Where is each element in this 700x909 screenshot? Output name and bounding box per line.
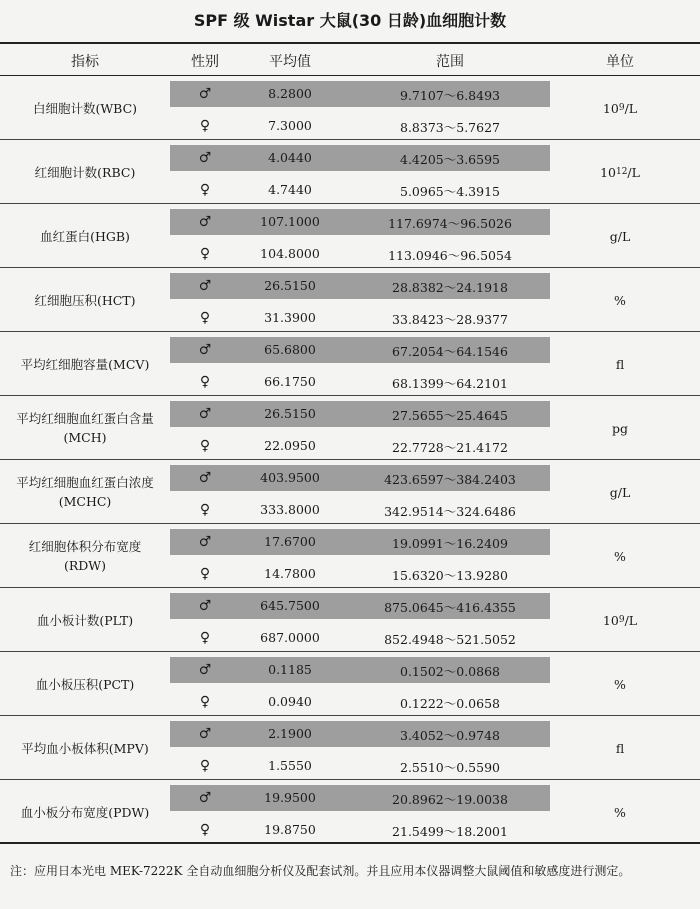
row-separator	[0, 842, 700, 844]
metric-name: 血小板压积(PCT)	[35, 676, 135, 692]
unit-tail: /L	[627, 164, 640, 180]
female-range: 33.8423～28.9377	[392, 312, 508, 327]
male-mean: 0.1185	[268, 662, 312, 677]
unit-base: %	[614, 548, 626, 564]
male-sex: ♂	[198, 214, 212, 230]
male-sex: ♂	[198, 86, 212, 102]
unit-base: 10	[602, 612, 619, 628]
female-mean: 14.7800	[264, 566, 316, 581]
female-mean: 0.0940	[268, 694, 312, 709]
male-mean: 403.9500	[260, 470, 320, 485]
unit-base: %	[614, 292, 626, 308]
female-range: 113.0946～96.5054	[388, 248, 512, 263]
table-row-group	[0, 716, 700, 780]
male-sex: ♂	[198, 790, 212, 806]
female-sex: ♀	[199, 182, 211, 198]
female-mean: 4.7440	[268, 182, 312, 197]
male-mean: 17.6700	[264, 534, 316, 549]
male-sex: ♂	[198, 726, 212, 742]
male-range: 423.6597～384.2403	[384, 472, 516, 487]
metric-name: 红细胞计数(RBC)	[34, 164, 136, 180]
female-range: 342.9514～324.6486	[384, 504, 516, 519]
female-sex: ♀	[199, 758, 211, 774]
footnote: 注：应用日本光电 MEK-7222K 全自动血细胞分析仪及配套试剂。并且应用本仪器调整大鼠阈值和敏感度进行测定。	[10, 864, 631, 878]
table-row-group	[0, 76, 700, 140]
male-mean: 26.5150	[264, 278, 316, 293]
female-range: 68.1399～64.2101	[392, 376, 508, 391]
header-mean: 平均值	[269, 54, 311, 70]
male-mean: 107.1000	[260, 214, 320, 229]
table-row-group	[0, 588, 700, 652]
header-unit: 单位	[606, 54, 634, 70]
table-row-group	[0, 524, 700, 588]
male-mean: 19.9500	[264, 790, 316, 805]
unit-exponent: 9	[618, 103, 625, 113]
female-mean: 22.0950	[264, 438, 316, 453]
unit	[560, 268, 680, 332]
female-sex: ♀	[199, 438, 211, 454]
metric-name: 红细胞压积(HCT)	[34, 292, 136, 308]
female-sex: ♀	[199, 694, 211, 710]
unit	[560, 588, 680, 652]
female-mean: 1.5550	[268, 758, 312, 773]
female-mean: 104.8000	[260, 246, 320, 261]
male-range: 19.0991～16.2409	[392, 536, 508, 551]
metric-name: 血红蛋白(HGB)	[40, 228, 130, 244]
male-sex: ♂	[198, 406, 212, 422]
female-range: 21.5499～18.2001	[392, 824, 508, 839]
female-sex: ♀	[199, 374, 211, 390]
unit	[560, 396, 680, 460]
metric-name: 平均红细胞血红蛋白含量(MCH)	[16, 411, 154, 445]
male-range: 28.8382～24.1918	[392, 280, 508, 295]
metric-name: 血小板计数(PLT)	[36, 612, 134, 628]
male-range: 117.6974～96.5026	[388, 216, 512, 231]
unit	[560, 76, 680, 140]
unit	[560, 716, 680, 780]
unit-base: pg	[611, 420, 628, 436]
header-metric: 指标	[71, 54, 99, 70]
male-mean: 645.7500	[260, 598, 320, 613]
male-mean: 26.5150	[264, 406, 316, 421]
unit-exponent: 9	[618, 615, 625, 625]
unit-base: fl	[615, 356, 625, 372]
unit-base: g/L	[609, 484, 631, 500]
female-sex: ♀	[199, 566, 211, 582]
unit	[560, 524, 680, 588]
metric-name: 平均红细胞容量(MCV)	[20, 356, 150, 372]
unit-base: 10	[602, 100, 619, 116]
male-sex: ♂	[198, 598, 212, 614]
female-mean: 7.3000	[268, 118, 312, 133]
table-row-group	[0, 460, 700, 524]
male-range: 875.0645～416.4355	[384, 600, 516, 615]
header-sex: 性别	[191, 54, 219, 70]
header-range: 范围	[436, 54, 464, 70]
male-mean: 8.2800	[268, 86, 312, 101]
male-range: 4.4205～3.6595	[400, 152, 500, 167]
unit	[560, 460, 680, 524]
unit	[560, 780, 680, 844]
female-sex: ♀	[199, 822, 211, 838]
male-sex: ♂	[198, 470, 212, 486]
male-sex: ♂	[198, 150, 212, 166]
table-row-group	[0, 268, 700, 332]
table-row-group	[0, 140, 700, 204]
male-mean: 4.0440	[268, 150, 312, 165]
table-row-group	[0, 396, 700, 460]
unit-tail: /L	[624, 612, 638, 628]
male-range: 20.8962～19.0038	[392, 792, 508, 807]
metric-name: 血小板分布宽度(PDW)	[20, 804, 150, 820]
unit-base: 10	[600, 164, 616, 180]
female-mean: 333.8000	[260, 502, 320, 517]
female-range: 22.7728～21.4172	[392, 440, 508, 455]
male-range: 3.4052～0.9748	[400, 728, 500, 743]
female-sex: ♀	[199, 246, 211, 262]
female-range: 0.1222～0.0658	[400, 696, 500, 711]
female-range: 15.6320～13.9280	[392, 568, 508, 583]
male-mean: 2.1900	[268, 726, 312, 741]
female-mean: 31.3900	[264, 310, 316, 325]
unit	[560, 332, 680, 396]
table-row-group	[0, 652, 700, 716]
unit-base: g/L	[609, 228, 631, 244]
male-sex: ♂	[198, 662, 212, 678]
table-row-group	[0, 780, 700, 844]
male-range: 0.1502～0.0868	[400, 664, 500, 679]
unit-exponent: 12	[615, 167, 628, 177]
female-range: 8.8373～5.7627	[400, 120, 500, 135]
unit	[560, 204, 680, 268]
female-range: 852.4948～521.5052	[384, 632, 516, 647]
female-sex: ♀	[199, 502, 211, 518]
female-sex: ♀	[199, 630, 211, 646]
metric-name: 白细胞计数(WBC)	[32, 100, 138, 116]
unit	[560, 140, 680, 204]
female-mean: 66.1750	[264, 374, 316, 389]
table-title: SPF 级 Wistar 大鼠(30 日龄)血细胞计数	[193, 11, 507, 30]
table-header	[0, 42, 700, 76]
metric-name: 平均血小板体积(MPV)	[21, 740, 149, 756]
male-range: 67.2054～64.1546	[392, 344, 508, 359]
female-range: 5.0965～4.3915	[400, 184, 500, 199]
male-range: 27.5655～25.4645	[392, 408, 508, 423]
metric-name: 红细胞体积分布宽度(RDW)	[28, 539, 142, 573]
unit-base: %	[614, 804, 626, 820]
male-sex: ♂	[198, 342, 212, 358]
female-mean: 687.0000	[260, 630, 320, 645]
unit-tail: /L	[624, 100, 638, 116]
table-row-group	[0, 204, 700, 268]
unit-base: fl	[615, 740, 625, 756]
male-sex: ♂	[198, 534, 212, 550]
male-sex: ♂	[198, 278, 212, 294]
table-row-group	[0, 332, 700, 396]
female-sex: ♀	[199, 118, 211, 134]
male-range: 9.7107～6.8493	[400, 88, 500, 103]
female-sex: ♀	[199, 310, 211, 326]
female-mean: 19.8750	[264, 822, 316, 837]
female-range: 2.5510～0.5590	[400, 760, 500, 775]
unit-base: %	[614, 676, 626, 692]
metric-name: 平均红细胞血红蛋白浓度(MCHC)	[16, 475, 154, 509]
unit	[560, 652, 680, 716]
male-mean: 65.6800	[264, 342, 316, 357]
